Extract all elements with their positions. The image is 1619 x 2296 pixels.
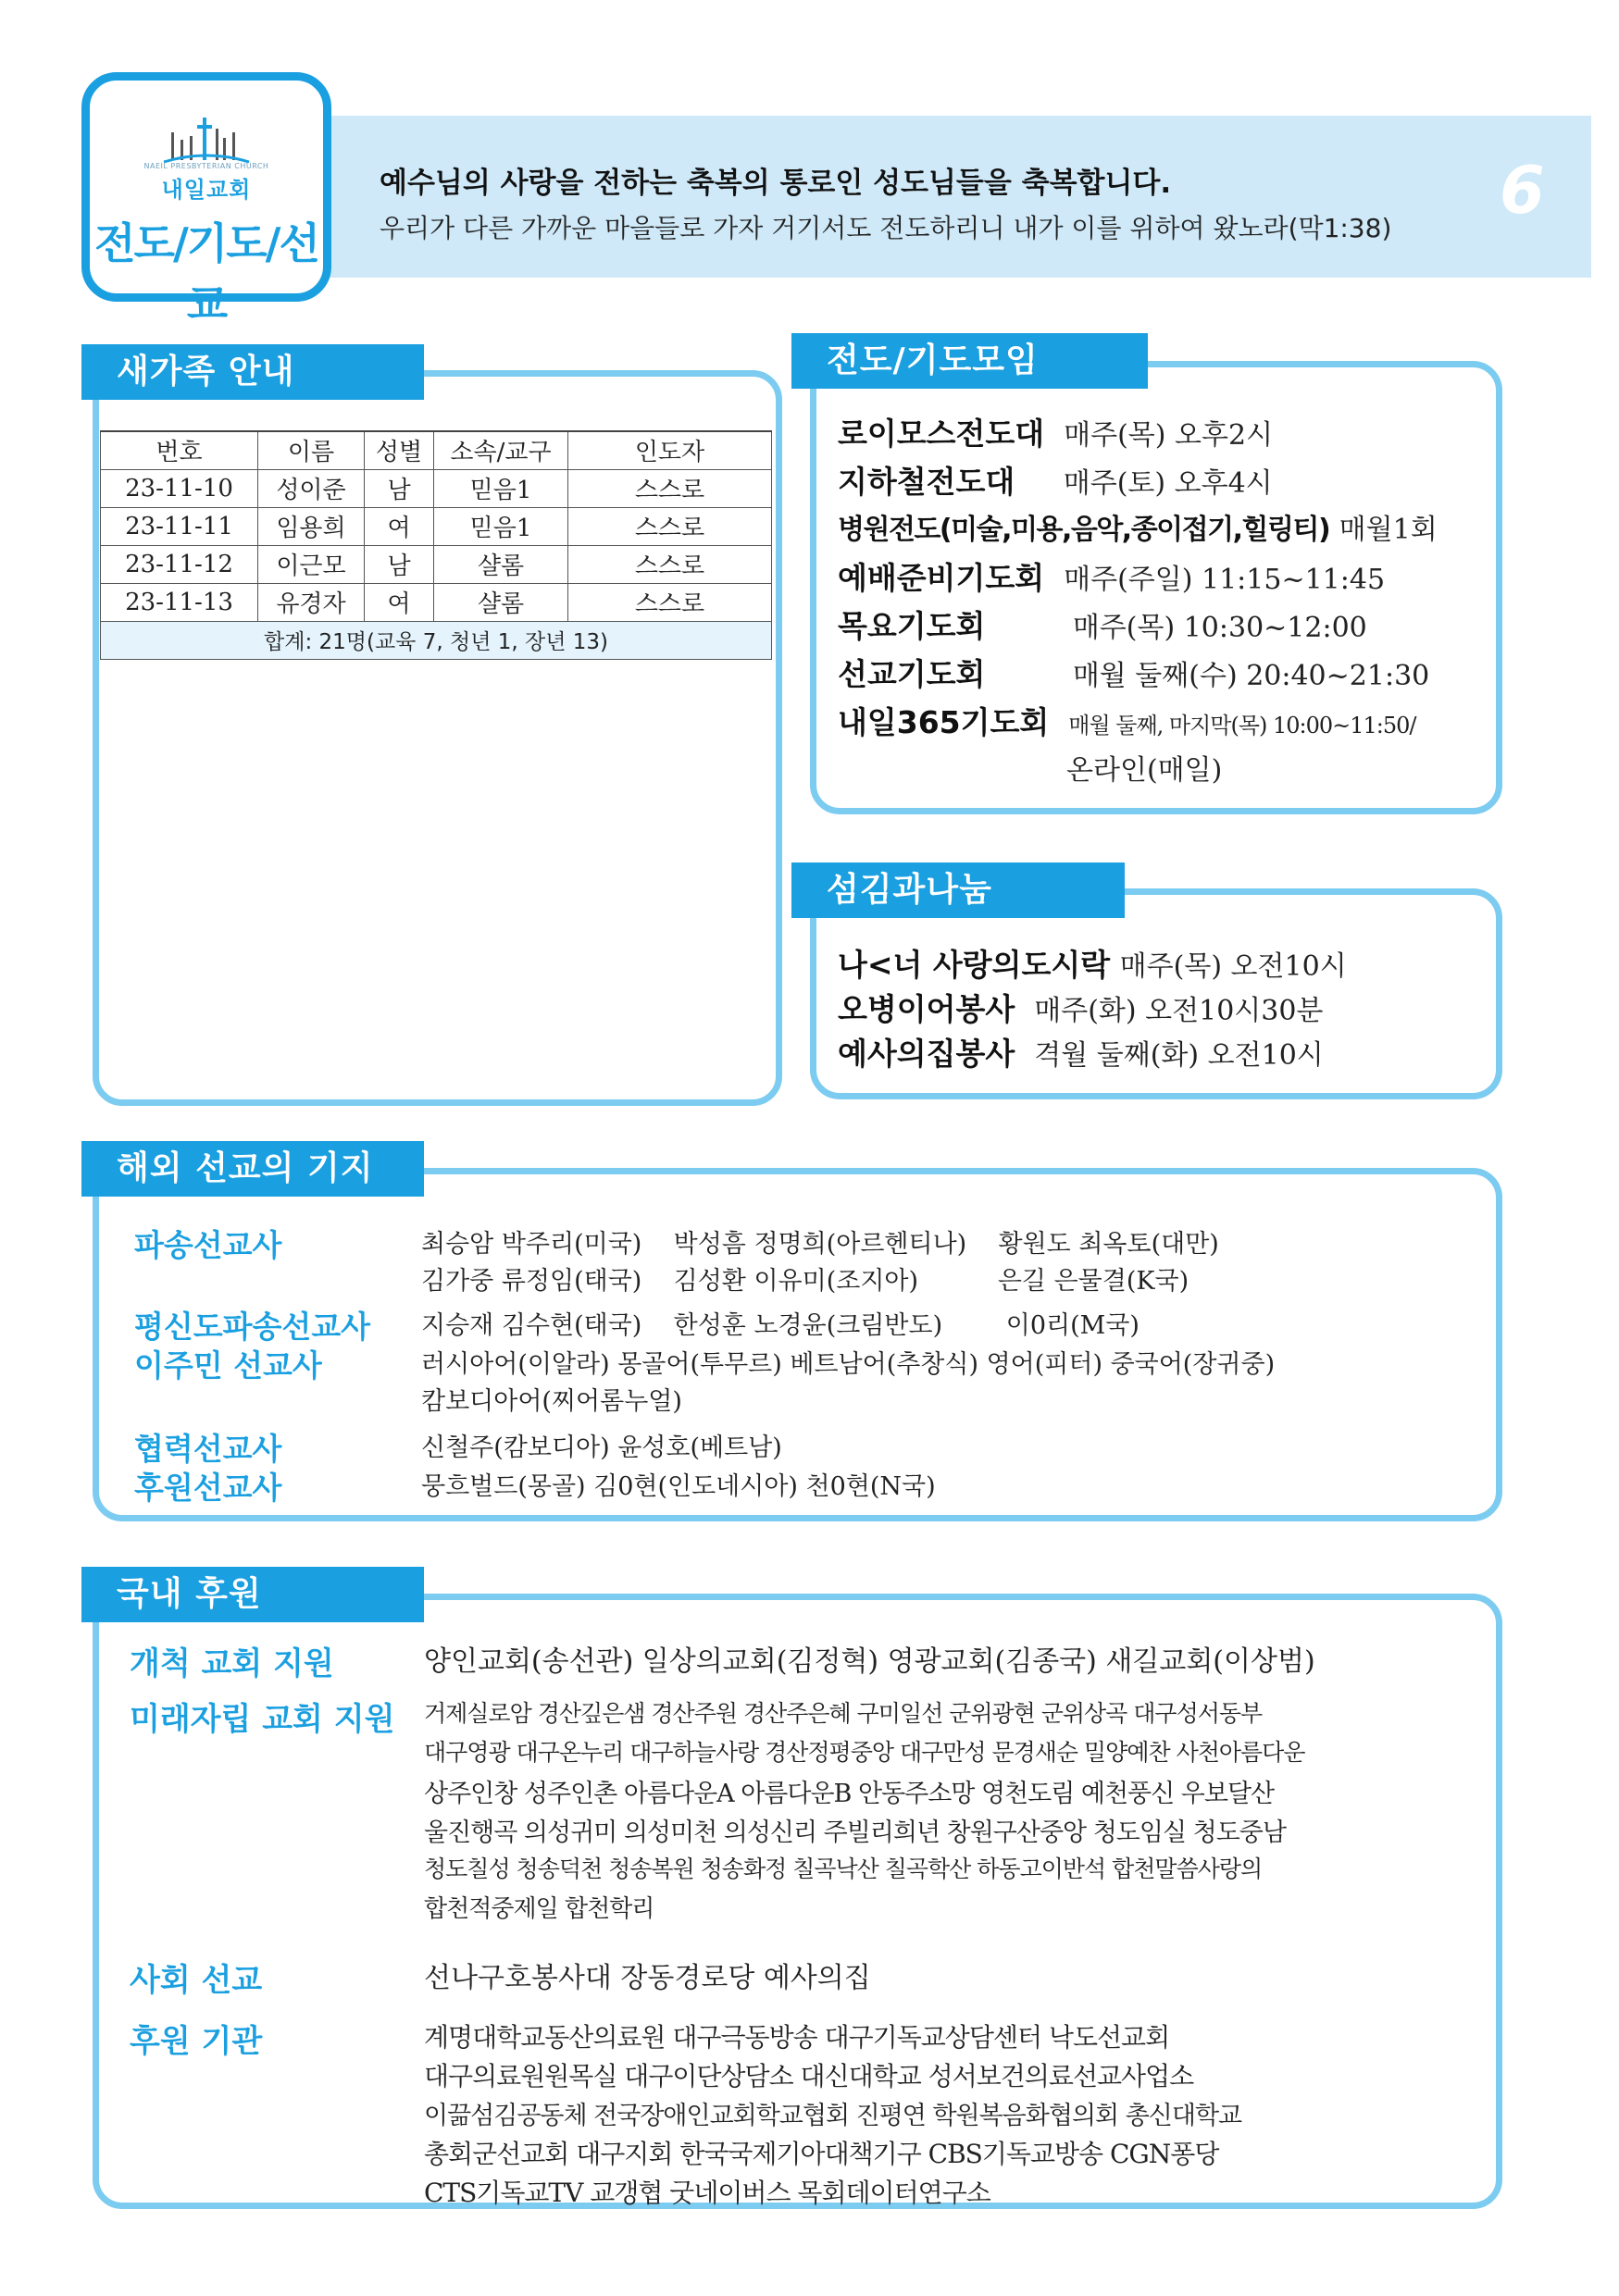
prayer-item-name: 내일365기도회 bbox=[838, 704, 1050, 740]
label-partner-missionary: 협력선교사 bbox=[134, 1431, 282, 1467]
migrant-missionary-line: 캄보디아어(찌어롬누얼) bbox=[421, 1387, 682, 1416]
future-church-line: 대구영광 대구온누리 대구하늘사랑 경산정평중앙 대구만성 문경새순 밀양예찬 사천아름다운 bbox=[424, 1739, 1305, 1766]
label-support-missionary: 후원선교사 bbox=[134, 1470, 282, 1506]
table-cell: 유경자 bbox=[258, 583, 365, 621]
prayer-item-name: 로이모스전도대 bbox=[838, 416, 1045, 452]
future-church-line: 합천적중제일 합천학리 bbox=[424, 1895, 654, 1923]
table-row bbox=[101, 545, 772, 583]
support-agency-line: 이끎섬김공동체 전국장애인교회학교협회 진평연 학원복음화협의회 총신대학교 bbox=[424, 2102, 1242, 2130]
domestic-tag: 국내 후원 bbox=[81, 1567, 424, 1622]
label-social-mission: 사회 선교 bbox=[130, 1962, 263, 1999]
prayer-item-extra: 온라인(매일) bbox=[1066, 754, 1223, 787]
table-cell: 믿음1 bbox=[434, 469, 568, 507]
prayer-item-time: 매주(목) 오후2시 bbox=[1064, 419, 1274, 452]
overseas-tag: 해외 선교의 기지 bbox=[81, 1141, 424, 1197]
label-pioneer-church: 개척 교회 지원 bbox=[130, 1645, 334, 1682]
sent-missionary-line: 김가중 류정임(태국) 김성환 이유미(조지아) 은길 은물결(K국) bbox=[421, 1267, 1189, 1296]
partner-missionary-line: 신철주(캄보디아) 윤성호(베트남) bbox=[421, 1433, 782, 1462]
prayer-item-name: 병원전도(미술,미용,음악,종이접기,힐링티) bbox=[838, 514, 1330, 546]
support-missionary-line: 뭉흐벌드(몽골) 김0현(인도네시아) 천0현(N국) bbox=[421, 1472, 936, 1501]
logo-box bbox=[81, 72, 331, 329]
future-church-line: 청도칠성 청송덕천 청송복원 청송화정 칠곡낙산 칠곡학산 하동고이반석 합천말씀사랑의 bbox=[424, 1855, 1263, 1882]
prayer-item-time: 매주(목) 10:30~12:00 bbox=[1072, 612, 1367, 644]
future-church-line: 거제실로암 경산깊은샘 경산주원 경산주은혜 구미일선 군위광현 군위상곡 대구성서동부 bbox=[424, 1700, 1263, 1727]
table-cell: 스스로 bbox=[568, 469, 772, 507]
prayer-item bbox=[838, 651, 1429, 694]
prayer-item-name: 선교기도회 bbox=[838, 656, 986, 692]
service-item bbox=[838, 1030, 1324, 1074]
table-total-row bbox=[101, 621, 772, 659]
new-family-table bbox=[100, 430, 772, 660]
table-cell: 이근모 bbox=[258, 545, 365, 583]
support-agency-line: 총회군선교회 대구지회 한국국제기아대책기구 CBS기독교방송 CGN퐁당 bbox=[424, 2139, 1219, 2169]
future-church-line: 상주인창 성주인촌 아름다운A 아름다운B 안동주소망 영천도림 예천풍신 우보달산 bbox=[424, 1780, 1275, 1808]
prayer-item bbox=[838, 554, 1385, 598]
prayer-item-time: 매월 둘째, 마지막(목) 10:00~11:50/ bbox=[1068, 713, 1416, 738]
service-item-time: 격월 둘째(화) 오전10시 bbox=[1034, 1039, 1324, 1072]
section-title: 전도/기도/선교 bbox=[94, 218, 318, 329]
service-item-name: 나<너 사랑의도시락 bbox=[838, 947, 1111, 983]
column-header: 인도자 bbox=[568, 431, 772, 469]
prayer-item-time: 매월1회 bbox=[1339, 514, 1438, 546]
table-cell: 여 bbox=[365, 583, 434, 621]
prayer-item-name: 목요기도회 bbox=[838, 608, 986, 644]
pioneer-church-line: 양인교회(송선관) 일상의교회(김정혁) 영광교회(김종국) 새길교회(이상범) bbox=[424, 1645, 1315, 1678]
support-agency-line: 계명대학교동산의료원 대구극동방송 대구기독교상담센터 낙도선교회 bbox=[424, 2022, 1170, 2053]
prayer-item bbox=[838, 410, 1273, 453]
prayer-item bbox=[838, 602, 1367, 646]
table-header-row bbox=[101, 431, 772, 469]
table-cell: 23-11-12 bbox=[101, 545, 258, 583]
table-cell: 임용희 bbox=[258, 507, 365, 545]
logo-name: 내일교회 bbox=[161, 177, 252, 203]
support-agency-line: CTS기독교TV 교갱협 굿네이버스 목회데이터연구소 bbox=[424, 2178, 990, 2208]
table-cell: 남 bbox=[365, 469, 434, 507]
table-cell: 성이준 bbox=[258, 469, 365, 507]
label-support-agency: 후원 기관 bbox=[130, 2023, 263, 2060]
table-cell: 23-11-10 bbox=[101, 469, 258, 507]
table-total: 합계: 21명(교육 7, 청년 1, 장년 13) bbox=[101, 621, 772, 659]
table-row bbox=[101, 507, 772, 545]
prayer-item-time: 매월 둘째(수) 20:40~21:30 bbox=[1072, 660, 1430, 692]
bible-verse: 우리가 다른 가까운 마을들로 가자 거기서도 전도하리니 내가 이를 위하여 왔노라(막1:38) bbox=[380, 213, 1392, 243]
prayer-item bbox=[838, 458, 1273, 502]
new-family-tag: 새가족 안내 bbox=[81, 344, 424, 400]
service-item-time: 매주(화) 오전10시30분 bbox=[1034, 995, 1324, 1027]
table-row bbox=[101, 469, 772, 507]
label-future-church: 미래자립 교회 지원 bbox=[130, 1701, 395, 1738]
page-number: 6 bbox=[1500, 153, 1545, 229]
table-cell: 남 bbox=[365, 545, 434, 583]
prayer-item-name: 예배준비기도회 bbox=[838, 560, 1045, 596]
table-cell: 스스로 bbox=[568, 545, 772, 583]
label-lay-missionary: 평신도파송선교사 bbox=[134, 1309, 371, 1345]
church-logo-icon bbox=[162, 105, 251, 169]
prayer-item-time: 매주(토) 오후4시 bbox=[1063, 467, 1273, 500]
migrant-missionary-line: 러시아어(이알라) 몽골어(투무르) 베트남어(추창식) 영어(피터) 중국어(장귀중) bbox=[421, 1350, 1276, 1379]
table-cell: 스스로 bbox=[568, 507, 772, 545]
table-cell: 23-11-13 bbox=[101, 583, 258, 621]
column-header: 소속/교구 bbox=[434, 431, 568, 469]
table-cell: 샬롬 bbox=[434, 545, 568, 583]
table-cell: 여 bbox=[365, 507, 434, 545]
prayer-item bbox=[838, 506, 1438, 547]
table-cell: 샬롬 bbox=[434, 583, 568, 621]
headline: 예수님의 사랑을 전하는 축복의 통로인 성도님들을 축복합니다. bbox=[380, 167, 1172, 200]
service-item-name: 예사의집봉사 bbox=[838, 1036, 1015, 1072]
logo-subtitle: NAEIL PRESBYTERIAN CHURCH bbox=[143, 162, 269, 170]
service-item-name: 오병이어봉사 bbox=[838, 991, 1015, 1027]
social-mission-line: 선나구호봉사대 장동경로당 예사의집 bbox=[424, 1962, 871, 1994]
service-item bbox=[838, 941, 1347, 985]
prayer-item-time: 매주(주일) 11:15~11:45 bbox=[1064, 564, 1386, 596]
column-header: 번호 bbox=[101, 431, 258, 469]
label-sent-missionary: 파송선교사 bbox=[134, 1227, 282, 1263]
column-header: 성별 bbox=[365, 431, 434, 469]
table-row bbox=[101, 583, 772, 621]
label-migrant-missionary: 이주민 선교사 bbox=[134, 1347, 322, 1384]
prayer-item bbox=[838, 699, 1416, 742]
support-agency-line: 대구의료원원목실 대구이단상담소 대신대학교 성서보건의료선교사업소 bbox=[424, 2061, 1194, 2091]
table-cell: 스스로 bbox=[568, 583, 772, 621]
prayer-tag: 전도/기도모임 bbox=[791, 333, 1148, 389]
lay-missionary-line: 지승재 김수현(태국) 한성훈 노경윤(크림반도) 이0리(M국) bbox=[421, 1311, 1140, 1340]
future-church-line: 울진행곡 의성귀미 의성미천 의성신리 주빌리희년 창원구산중앙 청도임실 청도중남 bbox=[424, 1818, 1286, 1847]
table-cell: 23-11-11 bbox=[101, 507, 258, 545]
service-tag: 섬김과나눔 bbox=[791, 863, 1125, 918]
sent-missionary-line: 최승암 박주리(미국) 박성흠 정명희(아르헨티나) 황원도 최옥토(대만) bbox=[421, 1230, 1219, 1259]
column-header: 이름 bbox=[258, 431, 365, 469]
table-cell: 믿음1 bbox=[434, 507, 568, 545]
service-item-time: 매주(목) 오전10시 bbox=[1119, 950, 1347, 983]
prayer-item-name: 지하철전도대 bbox=[838, 464, 1015, 500]
service-item bbox=[838, 986, 1323, 1029]
